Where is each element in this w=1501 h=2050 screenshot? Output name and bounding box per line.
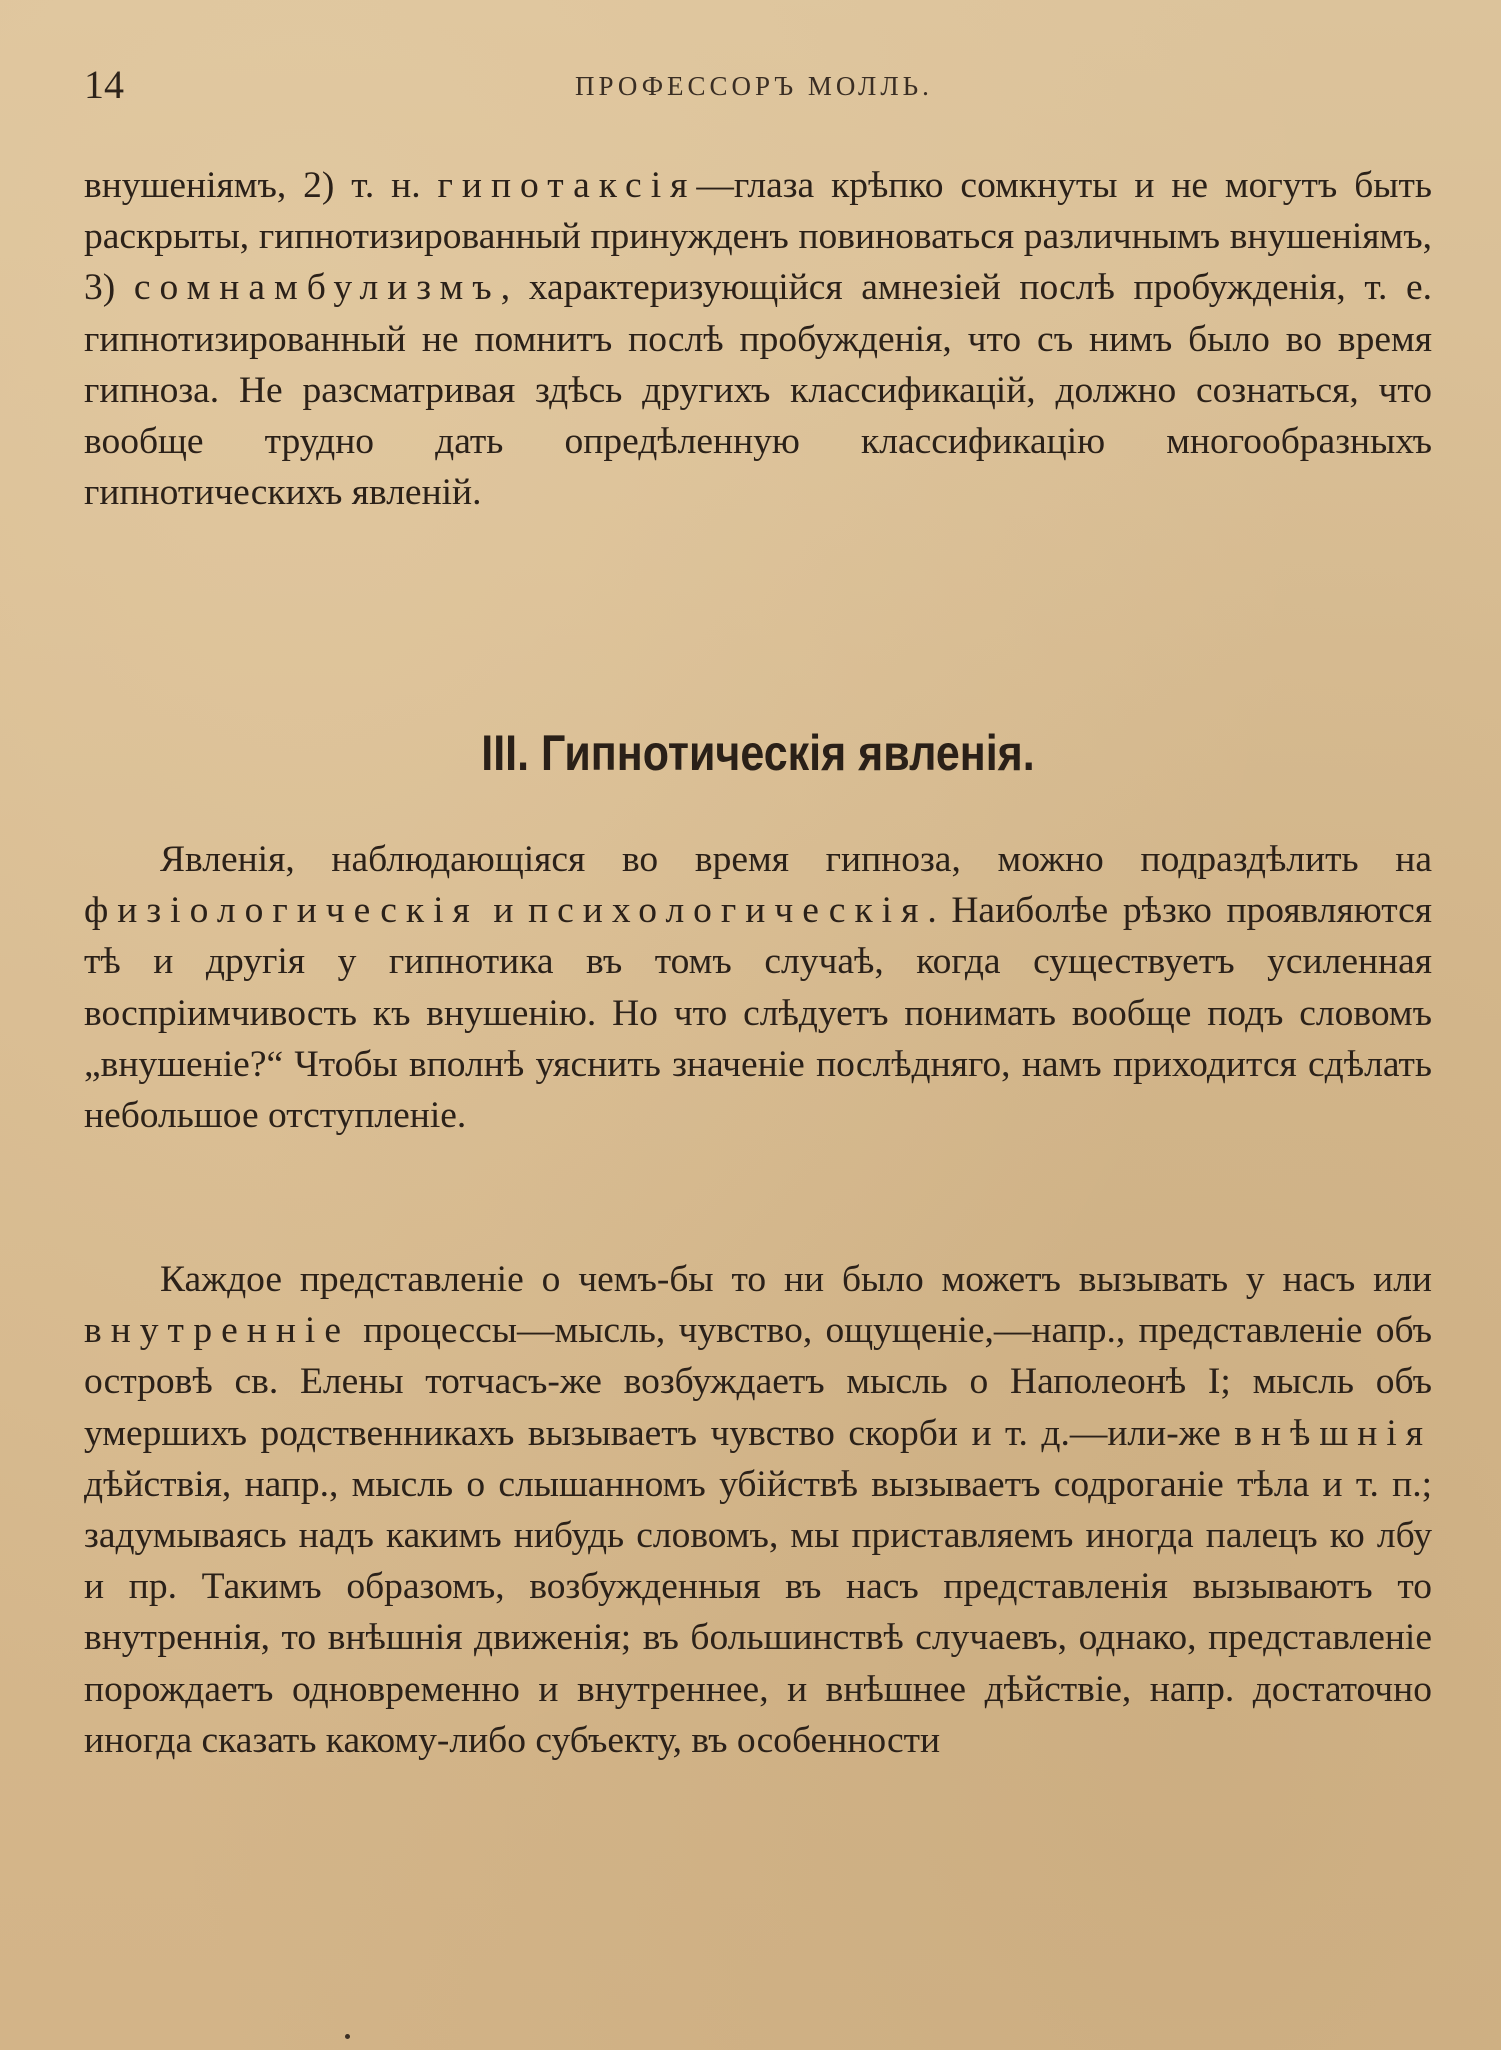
paragraph-1 [84,160,1432,518]
spaced-term: внутренніе [84,1310,350,1352]
paragraph-3 [84,1254,1432,1766]
text-run: Явленія, наблюдающіяся во время гипноза, можно подраздѣлить на [160,839,1432,880]
spaced-term: сомнамбулизмъ [133,267,501,309]
paragraph-block-2 [84,834,1432,1141]
ink-speck [345,2034,350,2039]
paragraph-2 [84,834,1432,1141]
running-head [84,60,1424,110]
running-title: ПРОФЕССОРЪ МОЛЛЬ. [575,71,933,101]
text-run: —глаза крѣпко сомкнуты и не могутъ быть раскрыты, гипнотизированный принужденъ повиноваться различнымъ внушеніямъ, 3) [84,165,1432,309]
spaced-term: внѣшнія [1234,1412,1432,1454]
text-run: процессы—мысль, чувство, ощущеніе,—напр., представленіе объ островѣ св. Елены тотчасъ-же возбуждаетъ мысль о Наполеонѣ I; мысль объ умершихъ родственникахъ вызываетъ чувство скорби и т. д.—или-же [84,1310,1432,1454]
text-run: дѣйствія, напр., мысль о слышанномъ убійствѣ вызываетъ содроганіе тѣла и т. п.; задумываясь надъ какимъ нибудь словомъ, мы приставляемъ иногда палецъ ко лбу и пр. Такимъ образомъ, возбужденныя въ насъ представленія вызываютъ то внутреннія, то внѣшнія движенія; въ большинствѣ случаевъ, однако, представленіе порождаетъ одновременно и внутреннее, и внѣшнее дѣйствіе, напр. достаточно иногда сказать какому-либо субъекту, въ особенности [84,1463,1432,1761]
paragraph-continued [84,160,1432,518]
text-run: . Наиболѣе рѣзко проявляются тѣ и другія у гипнотика въ томъ случаѣ, когда существуетъ усиленная воспріимчивость къ внушенію. Но что слѣдуетъ понимать вообще подъ словомъ „внушеніе?“ Чтобы вполнѣ уяснить значеніе послѣдняго, намъ приходится сдѣлать небольшое отступленіе. [84,890,1432,1137]
page-number: 14 [84,62,124,107]
spaced-term: физіологическія [84,890,479,932]
text-run: внушеніямъ, 2) т. н. [84,165,438,206]
text-run: Каждое представленіе о чемъ-бы то ни было можетъ вызывать у насъ или [160,1259,1432,1300]
spaced-term: гипотаксія [437,165,697,206]
text-run: , характеризующійся амнезіей послѣ пробужденія, т. е. гипнотизированный не помнитъ послѣ пробужденія, что съ нимъ было во время гипноза. Не разсматривая здѣсь другихъ классификацій, должно сознаться, что вообще трудно дать опредѣленную классификацію многообразныхъ гипнотическихъ явленій. [84,267,1432,514]
paragraph-block-3 [84,1254,1432,1766]
text-run: и [478,890,529,932]
spaced-term: психологическія [528,890,928,932]
section-heading: III. Гипнотическія явленія. [481,725,1035,781]
